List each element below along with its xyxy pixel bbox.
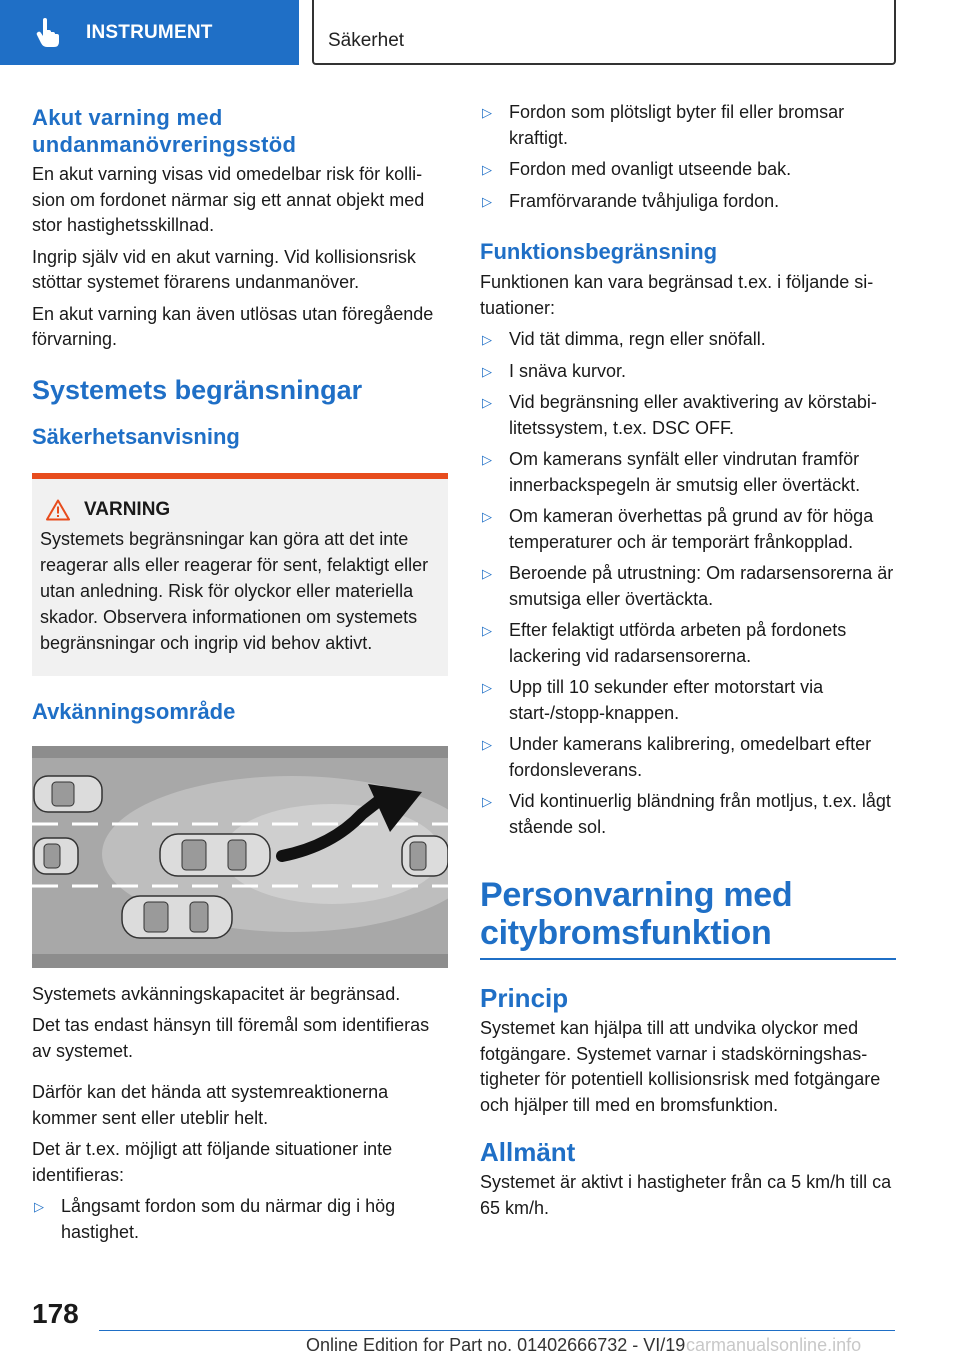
chapter-tab-label: INSTRUMENT [86,21,213,43]
triangle-bullet-icon: ▷ [482,193,492,209]
list-item: ▷ Efter felaktigt utförda arbeten på fordonets lackering vid radarsensorerna. [482,620,847,666]
left-column [32,100,448,1245]
paragraph: Det är t.ex. möjligt att följande situationer inte identifieras: [32,1139,393,1185]
list-item: ▷ Vid tät dimma, regn eller snöfall. [480,327,896,353]
paragraph: Systemet är aktivt i hastigheter från ca 5 km/h till ca 65 km/h. [480,1172,892,1218]
triangle-bullet-icon: ▷ [482,105,492,120]
triangle-bullet-icon: ▷ [482,332,492,347]
triangle-bullet-icon: ▷ [482,452,492,467]
right-column [480,100,896,1221]
paragraph: En akut varning visas vid omedelbar risk för kollision om fordonet närmar sig ett annat objekt med stor hastighetsskillnad. [32,164,425,235]
warning-title: VARNING [84,498,171,520]
triangle-bullet-icon: ▷ [482,363,492,379]
situations-list-continued [480,100,896,214]
heading-safety-note: Säkerhetsanvisning [32,423,240,449]
heading-general: Allmänt [480,1137,576,1167]
triangle-bullet-icon: ▷ [482,623,492,638]
paragraph: Systemet kan hjälpa till att undvika olyckor med fotgängare. Systemet varnar i stadskörningshastigheter för potentiell kollisionsrisk med fotgängare och hjälper till med en bromsfunktion. [480,1018,881,1115]
list-item: ▷ Vid begränsning eller avaktivering av körstabilitetssystem, t.ex. DSC OFF. [482,392,877,438]
detection-range-illustration [32,746,448,968]
paragraph: Det tas endast hänsyn till föremål som identifieras av systemet. [32,1015,430,1061]
triangle-bullet-icon: ▷ [482,680,492,695]
heading-detection-range: Avkänningsområde [32,698,236,724]
list-item: ▷ Vid kontinuerlig bländning från motljus, t.ex. lågt stående sol. [482,791,891,837]
section-header [312,0,896,65]
limitations-list [480,327,896,840]
watermark: carmanualsonline.info [686,1335,862,1355]
triangle-bullet-icon: ▷ [482,737,492,752]
heading-principle: Princip [480,983,569,1013]
triangle-bullet-icon: ▷ [482,395,492,410]
page-number: 178 [32,1298,79,1329]
heading-system-limits: Systemets begränsningar [32,374,363,405]
hand-pointer-icon [36,18,62,48]
list-item: ▷ Fordon med ovanligt utseende bak. [480,157,896,183]
heading-emergency-warning: Akut varning med undanmanövreringsstöd [32,105,297,157]
paragraph: Därför kan det hända att systemreaktionerna kommer sent eller uteblir helt. [32,1082,389,1128]
triangle-bullet-icon: ▷ [482,162,492,177]
list-item: ▷ Om kameran överhettas på grund av för höga temperaturer och är temporärt frånkopplad. [482,506,874,552]
list-item: ▷ Framförvarande tvåhjuliga fordon. [480,189,896,215]
list-item: ▷ Fordon som plötsligt byter fil eller bromsar kraftigt. [482,102,845,148]
triangle-bullet-icon: ▷ [482,794,492,809]
warning-text: Systemets begränsningar kan göra att det inte reagerar alls eller reagerar för sent, felaktigt eller utan anledning. Risk för olyckor eller materiella skador. Observera informationen om systemets begränsningar och ingrip vid behov aktivt. [40,528,429,653]
warning-triangle-icon [46,499,70,521]
triangle-bullet-icon: ▷ [482,509,492,524]
warning-box [32,473,448,676]
list-item: ▷ I snäva kurvor. [480,359,896,385]
list-item: ▷ Om kamerans synfält eller vindrutan framför innerbackspegeln är smutsig eller övertäckt. [482,449,861,495]
section-title: Säkerhet [328,30,405,51]
list-item: ▷ Beroende på utrustning: Om radarsensorerna är smutsiga eller övertäckta. [482,563,894,609]
triangle-bullet-icon: ▷ [34,1199,44,1214]
heading-pedestrian-warning: Personvarning med citybromsfunktion [480,876,793,952]
paragraph: Ingrip själv vid en akut varning. Vid kollisionsrisk stöttar systemet förarens undanmanöver. [32,246,416,292]
list-item: ▷ Långsamt fordon som du närmar dig i hög hastighet. [34,1196,396,1242]
heading-function-limitation: Funktionsbegränsning [480,239,718,264]
footer-divider [99,1330,895,1331]
list-item: ▷ Under kamerans kalibrering, omedelbart efter fordonsleverans. [482,734,872,780]
paragraph: En akut varning kan även utlösas utan föregående förvarning. [32,303,434,349]
paragraph: Funktionen kan vara begränsad t.ex. i följande situationer: [480,272,874,318]
chapter-tab[interactable] [0,0,299,65]
paragraph: Systemets avkänningskapacitet är begränsad. [32,983,401,1004]
triangle-bullet-icon: ▷ [482,566,492,581]
list-item: ▷ Upp till 10 sekunder efter motorstart via start-/stopp-knappen. [482,677,824,723]
chapter-heading-block [480,876,896,960]
edition-note: Online Edition for Part no. 01402666732 - VI/19 [306,1335,686,1355]
situations-list [32,1194,448,1245]
